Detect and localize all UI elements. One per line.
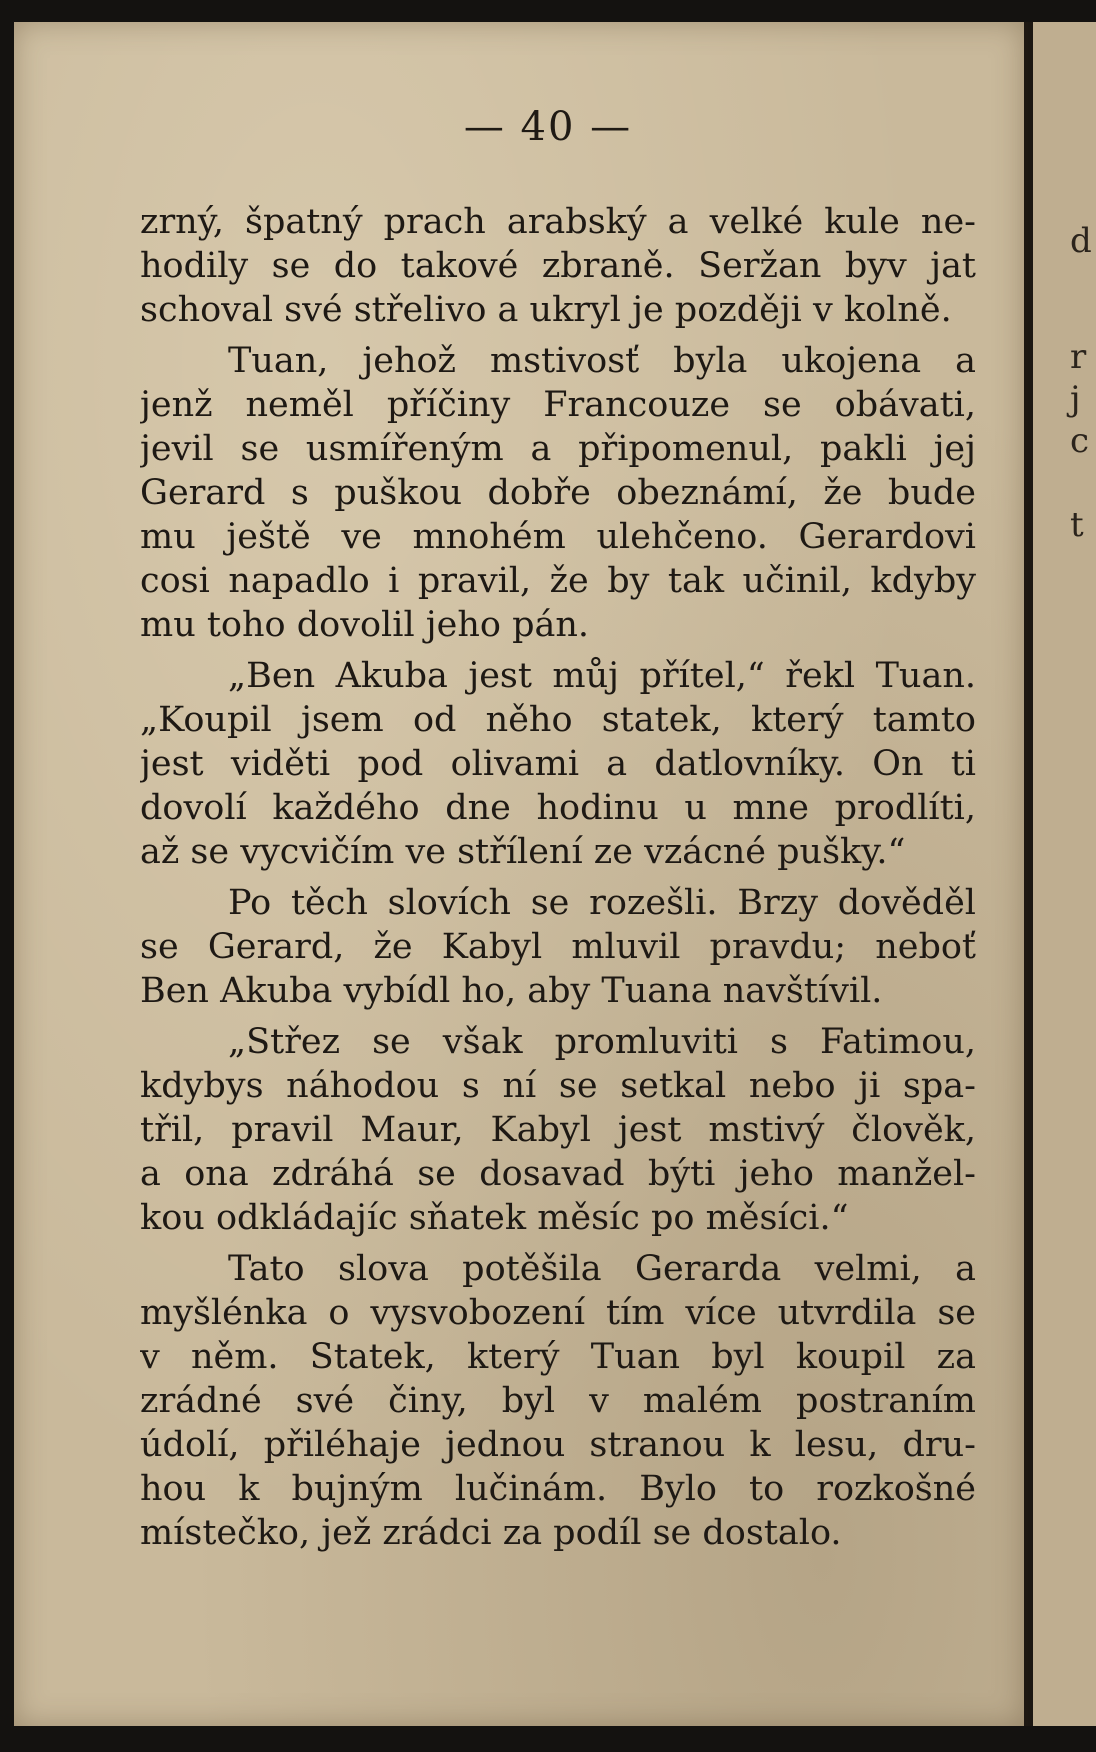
- paragraph-6: [140, 1247, 976, 1555]
- text-line: dovolí každého dne hodinu u mne prodlíti,: [140, 788, 976, 828]
- text-line: hodily se do takové zbraně. Seržan byv jat: [140, 246, 976, 286]
- text-line: „Koupil jsem od něho statek, který tamto: [140, 700, 976, 740]
- gutter-divider: [1028, 22, 1033, 1726]
- text-line: Tuan, jehož mstivosť byla ukojena a: [228, 341, 976, 381]
- text-line: myšlénka o vysvobození tím více utvrdila se: [140, 1293, 976, 1333]
- page-number: — 40 —: [463, 104, 633, 150]
- text-line: se Gerard, že Kabyl mluvil pravdu; neboť: [140, 927, 976, 967]
- text-line: třil, pravil Maur, Kabyl jest mstivý člověk,: [140, 1110, 976, 1150]
- text-line: mu toho dovolil jeho pán.: [140, 605, 590, 645]
- text-line: místečko, jež zrádci za podíl se dostalo.: [140, 1513, 842, 1553]
- text-line: zrádné své činy, byl v malém postraním: [140, 1381, 976, 1421]
- text-line: Tato slova potěšila Gerarda velmi, a: [228, 1249, 976, 1289]
- text-line: „Ben Akuba jest můj přítel,“ řekl Tuan.: [228, 656, 976, 696]
- text-line: údolí, přiléhaje jednou stranou k lesu, dru-: [140, 1425, 976, 1465]
- text-line: jevil se usmířeným a připomenul, pakli jej: [140, 429, 976, 469]
- text-line: v něm. Statek, který Tuan byl koupil za: [140, 1337, 976, 1377]
- text-line: jenž neměl příčiny Francouze se obávati,: [140, 385, 976, 425]
- text-line: „Střez se však promluviti s Fatimou,: [228, 1022, 976, 1062]
- text-line: až se vycvičím ve střílení ze vzácné pušky.“: [140, 832, 906, 872]
- text-line: Gerard s puškou dobře obeznámí, že bude: [140, 473, 976, 513]
- paragraph-4: [140, 881, 976, 1013]
- body-text: [140, 200, 976, 1562]
- adjacent-page-fragment: c: [1070, 421, 1090, 461]
- text-line: jest viděti pod olivami a datlovníky. On ti: [140, 744, 976, 784]
- adjacent-page-fragment: d: [1070, 221, 1092, 261]
- text-line: mu ještě ve mnohém ulehčeno. Gerardovi: [140, 517, 976, 557]
- adjacent-page-fragment: j: [1070, 379, 1081, 419]
- paragraph-5: [140, 1020, 976, 1240]
- paragraph-3: [140, 654, 976, 874]
- text-line: cosi napadlo i pravil, že by tak učinil, kdyby: [140, 561, 976, 601]
- text-line: zrný, špatný prach arabský a velké kule ne-: [140, 202, 976, 242]
- adjacent-page-edge: [1030, 22, 1096, 1726]
- text-line: kdybys náhodou s ní se setkal nebo ji spa-: [140, 1066, 976, 1106]
- text-line: hou k bujným lučinám. Bylo to rozkošné: [140, 1469, 976, 1509]
- text-line: kou odkládajíc sňatek měsíc po měsíci.“: [140, 1198, 849, 1238]
- text-line: Ben Akuba vybídl ho, aby Tuana navštívil.: [140, 971, 883, 1011]
- paragraph-2: [140, 339, 976, 647]
- text-line: schoval své střelivo a ukryl je později v kolně.: [140, 290, 952, 330]
- text-line: Po těch slovích se rozešli. Brzy dověděl: [228, 883, 976, 923]
- adjacent-page-fragment: t: [1070, 505, 1084, 545]
- adjacent-page-fragment: r: [1070, 337, 1087, 377]
- paragraph-1: [140, 200, 976, 332]
- text-line: a ona zdráhá se dosavad býti jeho manžel-: [140, 1154, 976, 1194]
